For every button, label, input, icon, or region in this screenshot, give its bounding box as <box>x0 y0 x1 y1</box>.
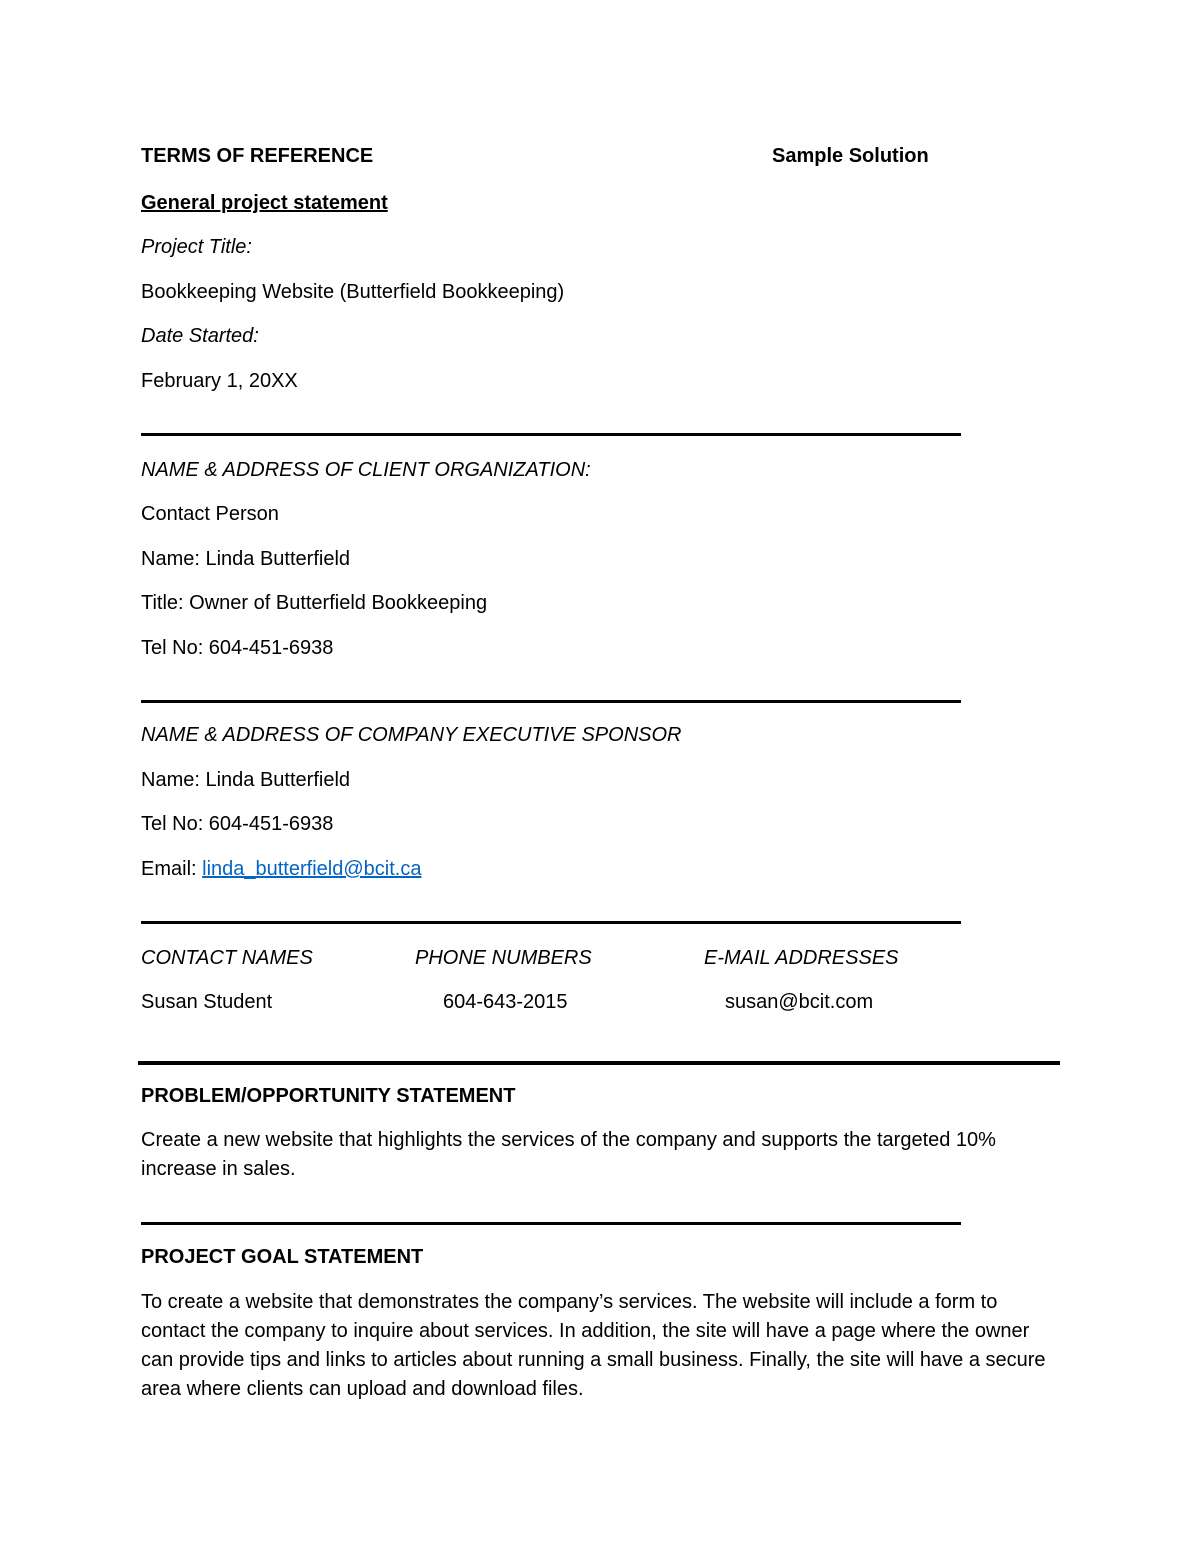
contact-email-cell: susan@bcit.com <box>725 991 874 1013</box>
email-addresses-header: E-MAIL ADDRESSES <box>704 947 899 969</box>
general-heading: General project statement <box>141 192 388 214</box>
sponsor-email-link[interactable]: linda_butterfield@bcit.ca <box>202 858 422 880</box>
client-title: Title: Owner of Butterfield Bookkeeping <box>141 592 488 614</box>
section-divider-thick <box>138 1061 1060 1065</box>
sample-solution-label: Sample Solution <box>772 145 929 167</box>
goal-heading: PROJECT GOAL STATEMENT <box>141 1246 424 1268</box>
sponsor-email-label: Email: <box>141 858 203 880</box>
sponsor-tel: Tel No: 604-451-6938 <box>141 813 334 835</box>
section-divider <box>141 433 961 436</box>
section-divider <box>141 700 961 703</box>
project-title-value: Bookkeeping Website (Butterfield Bookkeeping) <box>141 281 565 303</box>
date-started-label: Date Started: <box>141 325 259 347</box>
sponsor-email-row <box>141 857 421 881</box>
contact-names-header: CONTACT NAMES <box>141 947 313 969</box>
project-title-label: Project Title: <box>141 236 252 258</box>
problem-text: Create a new website that highlights the services of the company and supports the targeted 10% increase in sales. <box>141 1129 996 1180</box>
document-title: TERMS OF REFERENCE <box>141 145 374 167</box>
goal-text: To create a website that demonstrates the company’s services. The website will include a form to contact the company to inquire about services. In addition, the site will have a page where the owner can provide tips and links to articles about running a small business. Finally, the site will have a secure area where clients can upload and download files. <box>141 1291 1046 1400</box>
contact-name-cell: Susan Student <box>141 991 273 1013</box>
client-tel: Tel No: 604-451-6938 <box>141 637 334 659</box>
contact-phone-cell: 604-643-2015 <box>443 991 568 1013</box>
sponsor-name: Name: Linda Butterfield <box>141 769 351 791</box>
section-divider <box>141 921 961 924</box>
client-contact-person: Contact Person <box>141 503 279 525</box>
section-divider <box>141 1222 961 1225</box>
phone-numbers-header: PHONE NUMBERS <box>415 947 592 969</box>
date-started-value: February 1, 20XX <box>141 370 298 392</box>
sponsor-heading: NAME & ADDRESS OF COMPANY EXECUTIVE SPONSOR <box>141 724 682 746</box>
client-heading: NAME & ADDRESS OF CLIENT ORGANIZATION: <box>141 459 591 481</box>
client-name: Name: Linda Butterfield <box>141 548 351 570</box>
problem-heading: PROBLEM/OPPORTUNITY STATEMENT <box>141 1085 516 1107</box>
